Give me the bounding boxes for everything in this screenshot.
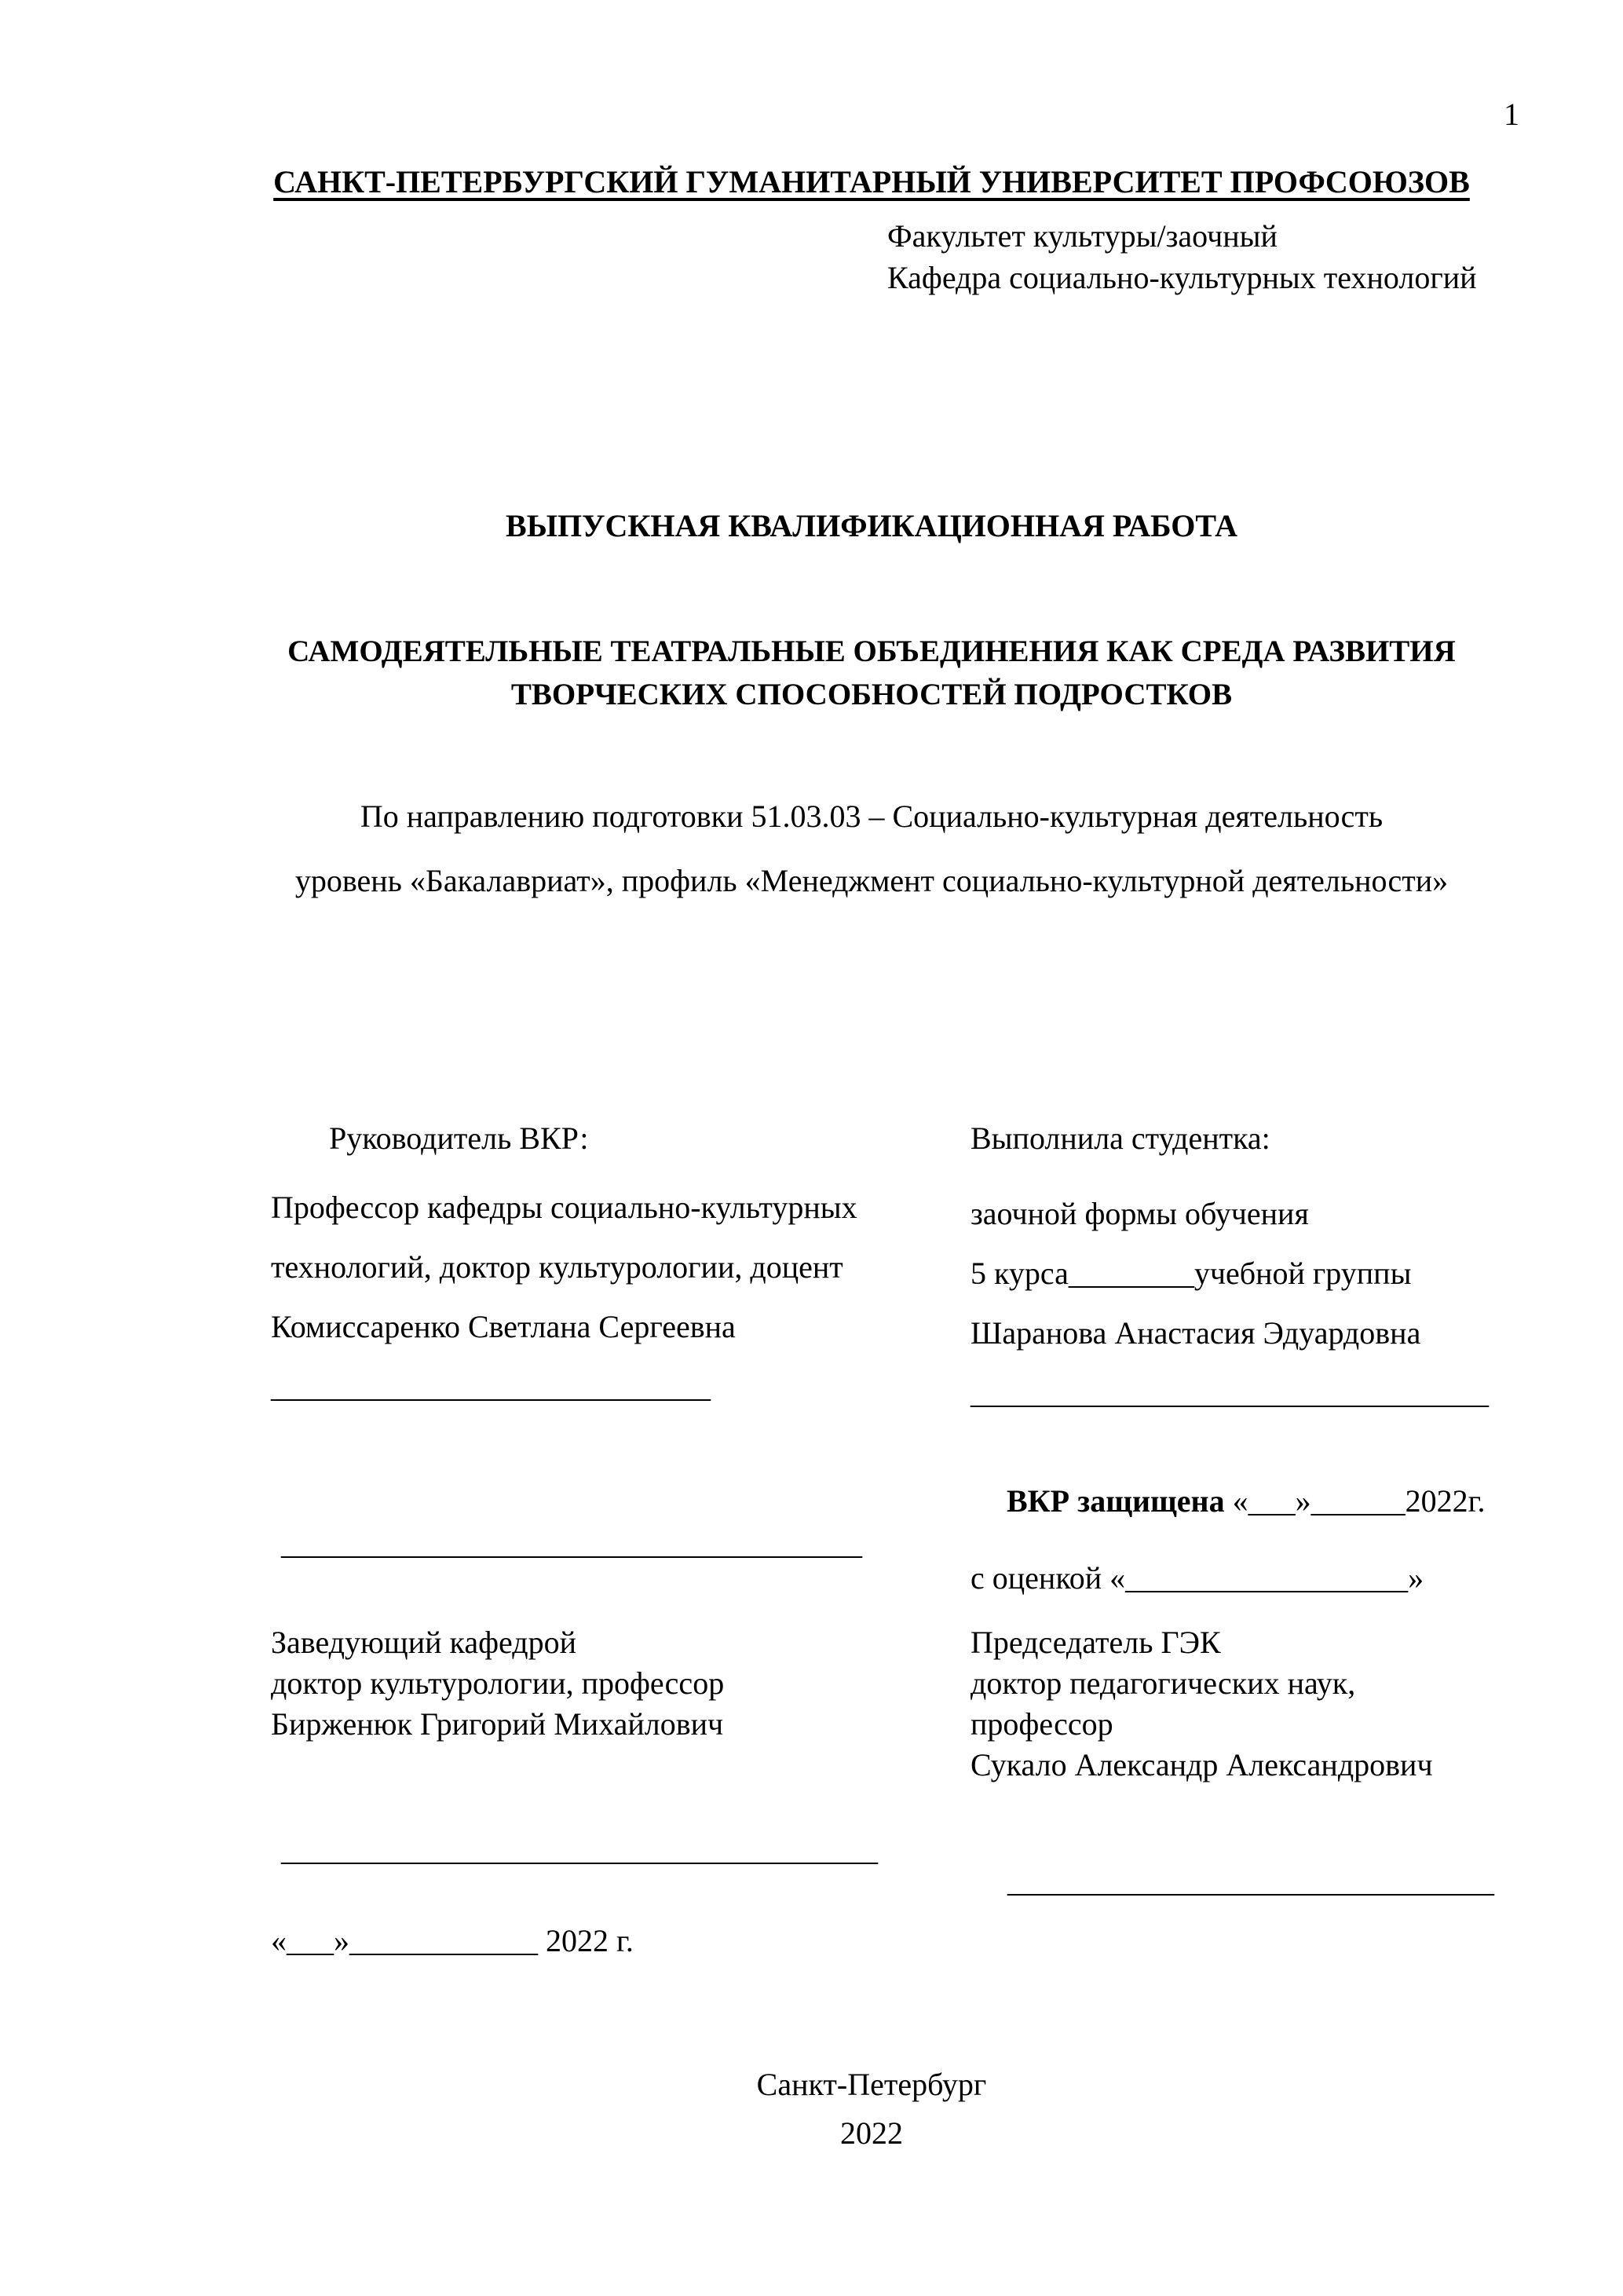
gek-chairman-position3: профессор bbox=[971, 1706, 1113, 1742]
work-type-heading: ВЫПУСКНАЯ КВАЛИФИКАЦИОННАЯ РАБОТА bbox=[506, 508, 1237, 543]
defense-status-label: ВКР защищена bbox=[1007, 1483, 1225, 1519]
student-name: Шаранова Анастасия Эдуардовна bbox=[971, 1315, 1421, 1351]
department-line: Кафедра социально-культурных технологий bbox=[887, 260, 1477, 295]
supervisor-position-line2: технологий, доктор культурологии, доцент bbox=[271, 1249, 843, 1285]
header-subblock bbox=[887, 215, 1477, 298]
gek-chairman-block bbox=[971, 1622, 1433, 1786]
gek-chairman-name: Сукало Александр Александрович bbox=[971, 1747, 1433, 1782]
student-label: Выполнила студентка: bbox=[971, 1121, 1270, 1156]
student-signature-line: _________________________________ bbox=[971, 1375, 1489, 1410]
gek-chairman-position1: Председатель ГЭК bbox=[971, 1625, 1221, 1660]
footer-year: 2022 bbox=[840, 2115, 903, 2151]
faculty-line: Факультет культуры/заочный bbox=[887, 218, 1278, 254]
defense-block bbox=[971, 1481, 1485, 1599]
gek-chairman-signature-line: _______________________________ bbox=[1007, 1863, 1494, 1899]
gek-chairman-position2: доктор педагогических наук, bbox=[971, 1665, 1356, 1701]
student-block bbox=[971, 1109, 1536, 1423]
department-head-block bbox=[271, 1622, 724, 1745]
student-form-line: заочной формы обучения bbox=[971, 1196, 1309, 1231]
thesis-title-line1: САМОДЕЯТЕЛЬНЫЕ ТЕАТРАЛЬНЫЕ ОБЪЕДИНЕНИЯ КАК СРЕДА РАЗВИТИЯ bbox=[287, 634, 1456, 668]
department-head-position1: Заведующий кафедрой bbox=[271, 1625, 577, 1660]
department-head-signature-line-top: _____________________________________ bbox=[281, 1526, 862, 1561]
supervisor-signature-line: ____________________________ bbox=[271, 1369, 711, 1404]
student-group-line: 5 курса________учебной группы bbox=[971, 1256, 1412, 1291]
supervisor-name: Комиссаренко Светлана Сергеевна bbox=[271, 1309, 736, 1344]
page-number: 1 bbox=[1504, 97, 1519, 132]
defense-grade-line: с оценкой «__________________» bbox=[971, 1560, 1424, 1596]
direction-line: По направлению подготовки 51.03.03 – Социально-культурная деятельность bbox=[360, 799, 1384, 834]
footer-city: Санкт-Петербург bbox=[756, 2067, 987, 2102]
thesis-title bbox=[220, 630, 1523, 716]
department-head-date-line: «___»____________ 2022 г. bbox=[271, 1923, 634, 1958]
level-line: уровень «Бакалавриат», профиль «Менеджмент социально-культурной деятельности» bbox=[294, 863, 1449, 898]
supervisor-label: Руководитель ВКР: bbox=[329, 1121, 589, 1156]
department-head-signature-line: ______________________________________ bbox=[281, 1832, 878, 1867]
thesis-title-line2: ТВОРЧЕСКИХ СПОСОБНОСТЕЙ ПОДРОСТКОВ bbox=[510, 678, 1233, 711]
department-head-position2: доктор культурологии, профессор bbox=[271, 1665, 725, 1701]
footer-block bbox=[236, 2060, 1508, 2158]
supervisor-block bbox=[271, 1109, 915, 1417]
defense-date-blank: «___»______2022г. bbox=[1224, 1483, 1486, 1519]
department-head-name: Бирженюк Григорий Михайлович bbox=[271, 1706, 724, 1742]
university-title: САНКТ-ПЕТЕРБУРГСКИЙ ГУМАНИТАРНЫЙ УНИВЕРСИТЕТ ПРОФСОЮЗОВ bbox=[273, 164, 1470, 199]
defense-status-line bbox=[971, 1481, 1485, 1522]
supervisor-position-line1: Профессор кафедры социально-культурных bbox=[271, 1190, 857, 1225]
